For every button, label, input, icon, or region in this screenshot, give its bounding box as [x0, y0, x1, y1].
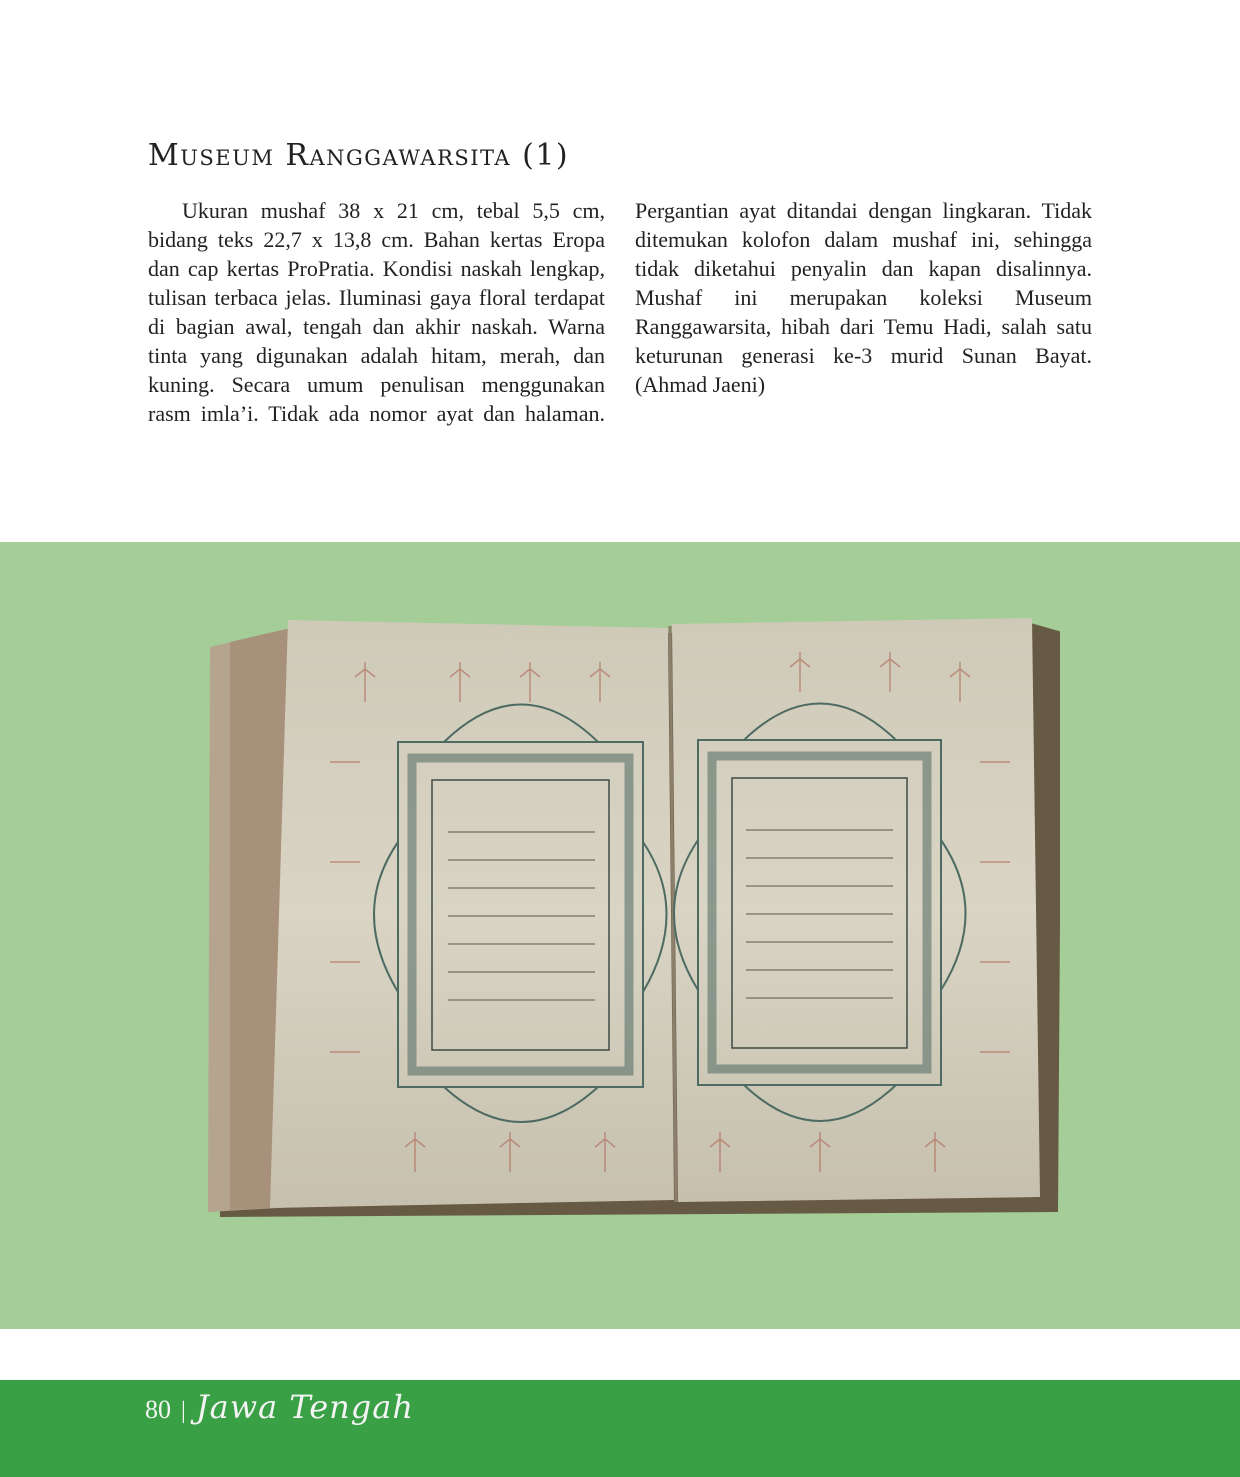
footer-separator: | [181, 1398, 186, 1424]
section-name: Jawa Tengah [195, 1388, 414, 1426]
page-title: Museum Ranggawarsita (1) [148, 138, 570, 173]
page-number: 80 [145, 1395, 171, 1424]
manuscript-photo [200, 612, 1060, 1224]
article-paragraph: Ukuran mushaf 38 x 21 cm, tebal 5,5 cm, bidang teks 22,7 x 13,8 cm. Bahan kertas Eropa dan cap kertas ProPratia. Kondisi naskah lengkap, tulisan terbaca jelas. Iluminasi gaya floral terdapat di bagian awal, tengah dan akhir naskah. Warna tinta yang digunakan adalah hitam, merah, dan kuning. Secara umum penulisan menggunakan rasm imla’i. Tidak ada nomor ayat dan halaman. Pergantian ayat ditandai dengan lingkaran. Tidak ditemukan kolofon dalam mushaf ini, sehingga tidak diketahui penyalin dan kapan disalinnya. Mushaf ini merupakan koleksi Museum Ranggawarsita, hibah dari Temu Hadi, salah satu keturunan generasi ke-3 murid Sunan Bayat. (Ahmad Jaeni) [148, 198, 1092, 426]
footer [145, 1388, 414, 1426]
article-body [148, 196, 1092, 428]
